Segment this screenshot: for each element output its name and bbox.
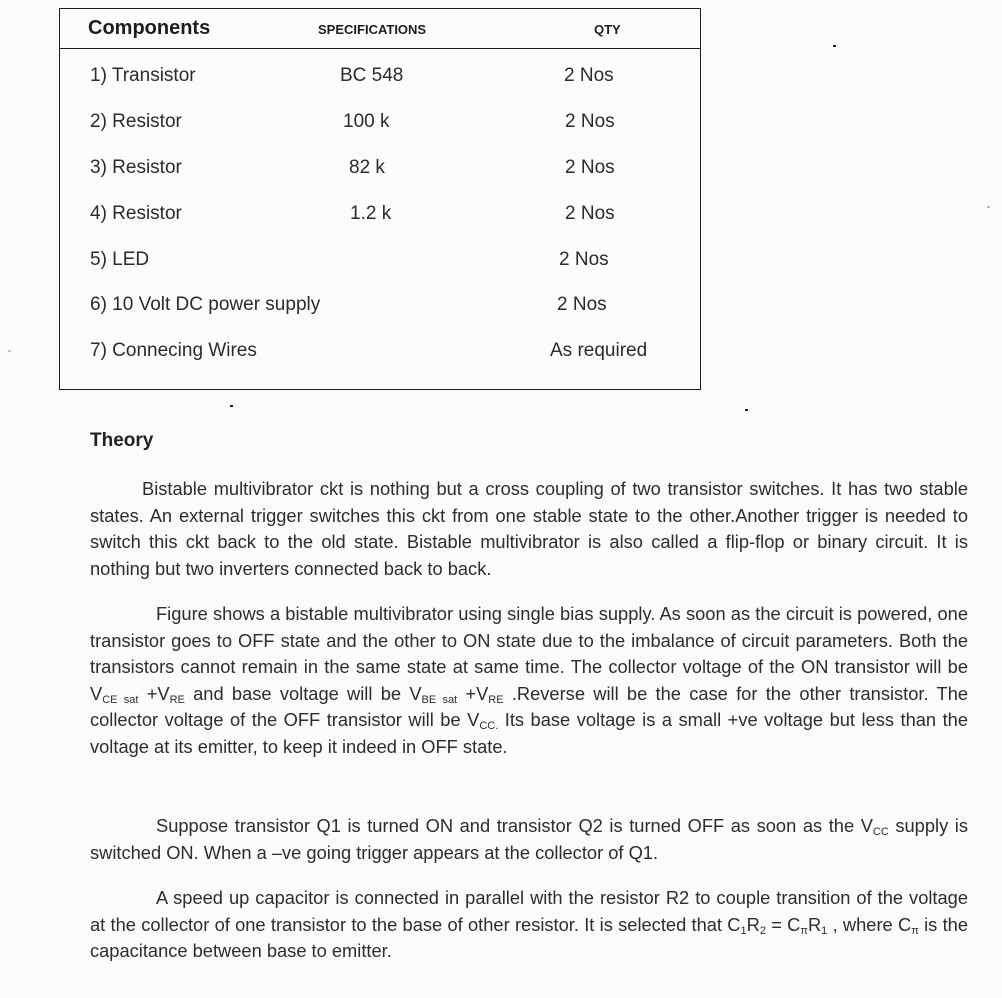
table-row xyxy=(60,61,700,91)
theory-paragraph-2: Figure shows a bistable multivibrator using single bias supply. As soon as the circuit is powered, one transistor goes to OFF state and the other to ON state due to the imbalance of circuit parameters. Both the transistors cannot remain in the same state at same time. The collector voltage of the ON transistor will be $V_{CE sat} +V_{RE}$ and base voltage will be $V_{BE sat} +V_{RE}$ .Reverse will be the case for the other transistor. The collector voltage of the OFF transistor will be $V_{CC.}$ Its base voltage is a small +ve voltage but less than the voltage at its emitter, to keep it indeed in OFF state. xyxy=(90,603,969,757)
header-qty: QTY xyxy=(594,22,621,37)
component-name: 3) Resistor xyxy=(90,157,182,178)
component-name: 2) Resistor xyxy=(90,111,182,132)
theory-paragraph-4: A speed up capacitor is connected in parallel with the resistor R2 to couple transition of the voltage at the collector of one transistor to the base of other resistor. It is selected that $C_1R_2 = C_\pi R_1$ , where $C_\pi$ is the capacitance between base to emitter. xyxy=(90,887,968,962)
theory-paragraph-3: Suppose transistor Q1 is turned ON and transistor Q2 is turned OFF as soon as the $V_{CC}$ supply is switched ON. When a –ve going trigger appears at the collector of Q1. xyxy=(90,815,968,863)
component-spec: 100 k xyxy=(343,111,390,132)
scan-speck xyxy=(8,350,11,352)
component-spec: BC 548 xyxy=(340,65,404,86)
component-qty: 2 Nos xyxy=(565,203,615,224)
theory-heading: Theory xyxy=(90,430,154,451)
component-spec: 82 k xyxy=(349,157,385,178)
theory-paragraph-1: Bistable multivibrator ckt is nothing but a cross coupling of two transistor switches. It has two stable states. An external trigger switches this ckt from one stable state to the other.Another trigger is needed to switch this ckt back to the old state. Bistable multivibrator is also called a flip-flop or binary circuit. It is nothing but two inverters connected back to back. xyxy=(90,478,968,579)
header-components: Components xyxy=(88,17,211,39)
component-qty: 2 Nos xyxy=(564,65,614,86)
component-name: 1) Transistor xyxy=(90,65,196,86)
scan-speck xyxy=(745,409,748,411)
component-name: 5) LED xyxy=(90,249,150,270)
components-table xyxy=(59,8,701,390)
component-spec: 1.2 k xyxy=(350,203,392,224)
table-row xyxy=(60,245,700,275)
table-row xyxy=(60,290,700,320)
component-name: 7) Connecing Wires xyxy=(90,340,257,361)
component-qty: 2 Nos xyxy=(565,111,615,132)
header-specifications: SPECIFICATIONS xyxy=(318,22,427,37)
component-qty: 2 Nos xyxy=(559,249,609,270)
component-qty: 2 Nos xyxy=(565,157,615,178)
table-row xyxy=(60,336,700,366)
component-name: 4) Resistor xyxy=(90,203,182,224)
table-row xyxy=(60,107,700,137)
component-name: 6) 10 Volt DC power supply xyxy=(90,294,321,315)
table-header xyxy=(60,9,700,49)
table-row xyxy=(60,153,700,183)
scan-speck xyxy=(987,206,990,208)
scan-speck xyxy=(230,405,233,407)
table-row xyxy=(60,199,700,229)
scan-speck xyxy=(833,45,836,47)
component-qty: As required xyxy=(550,340,648,361)
component-qty: 2 Nos xyxy=(557,294,607,315)
